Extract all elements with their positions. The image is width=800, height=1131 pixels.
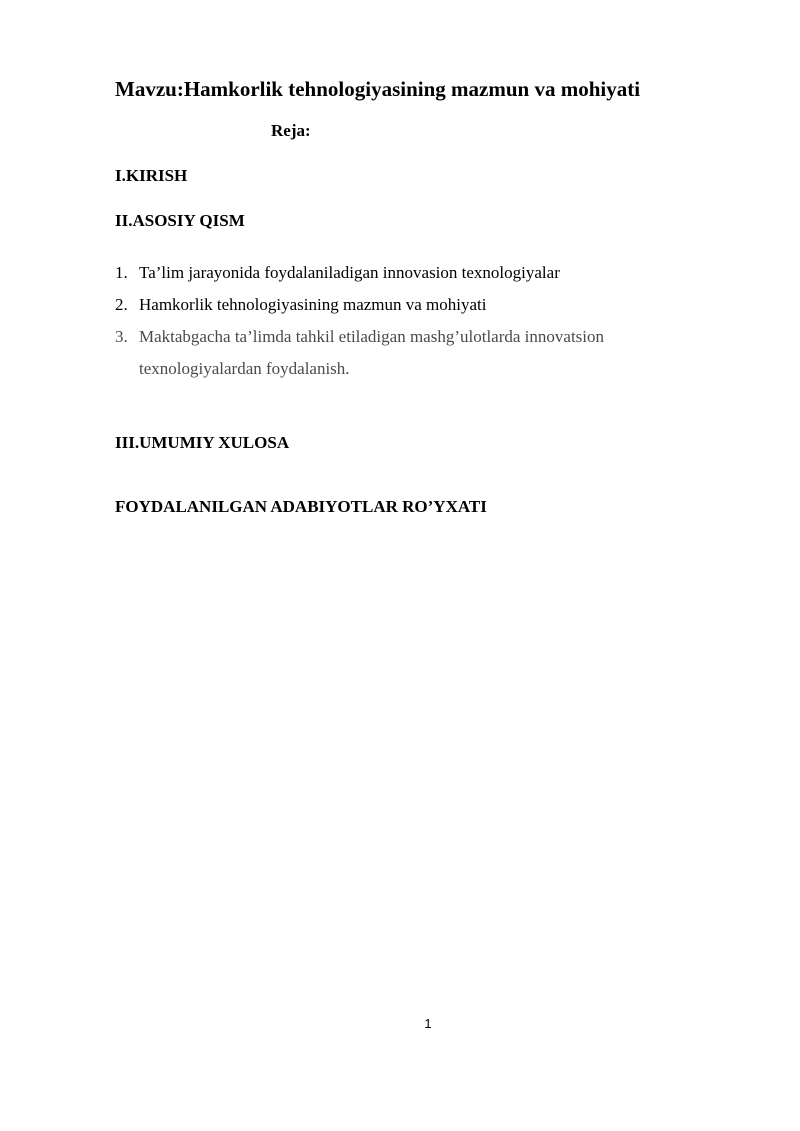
- list-item-number: 3.: [115, 327, 128, 346]
- section-main: II.ASOSIY QISM: [115, 211, 245, 230]
- page-number: 1: [424, 1016, 432, 1031]
- document-title: Mavzu:Hamkorlik tehnologiyasining mazmun va mohiyati: [115, 77, 641, 101]
- section-conclusion: III.UMUMIY XULOSA: [115, 433, 290, 452]
- list-item: [115, 257, 715, 289]
- main-section-list: [115, 257, 715, 385]
- list-item: [115, 289, 715, 321]
- list-item-text: Ta’lim jarayonida foydalaniladigan innovasion texnologiyalar: [139, 263, 560, 282]
- list-item-text: Hamkorlik tehnologiyasining mazmun va mohiyati: [139, 295, 487, 314]
- list-item-number: 2.: [115, 295, 128, 314]
- section-references: FOYDALANILGAN ADABIYOTLAR RO’YXATI: [115, 497, 487, 516]
- list-item: [115, 321, 715, 385]
- list-item-number: 1.: [115, 263, 128, 282]
- list-item-text: Maktabgacha ta’limda tahkil etiladigan mashg’ulotlarda innovatsion texnologiyalardan foydalanish.: [139, 327, 605, 378]
- plan-heading: Reja:: [271, 121, 311, 140]
- section-intro: I.KIRISH: [115, 166, 188, 185]
